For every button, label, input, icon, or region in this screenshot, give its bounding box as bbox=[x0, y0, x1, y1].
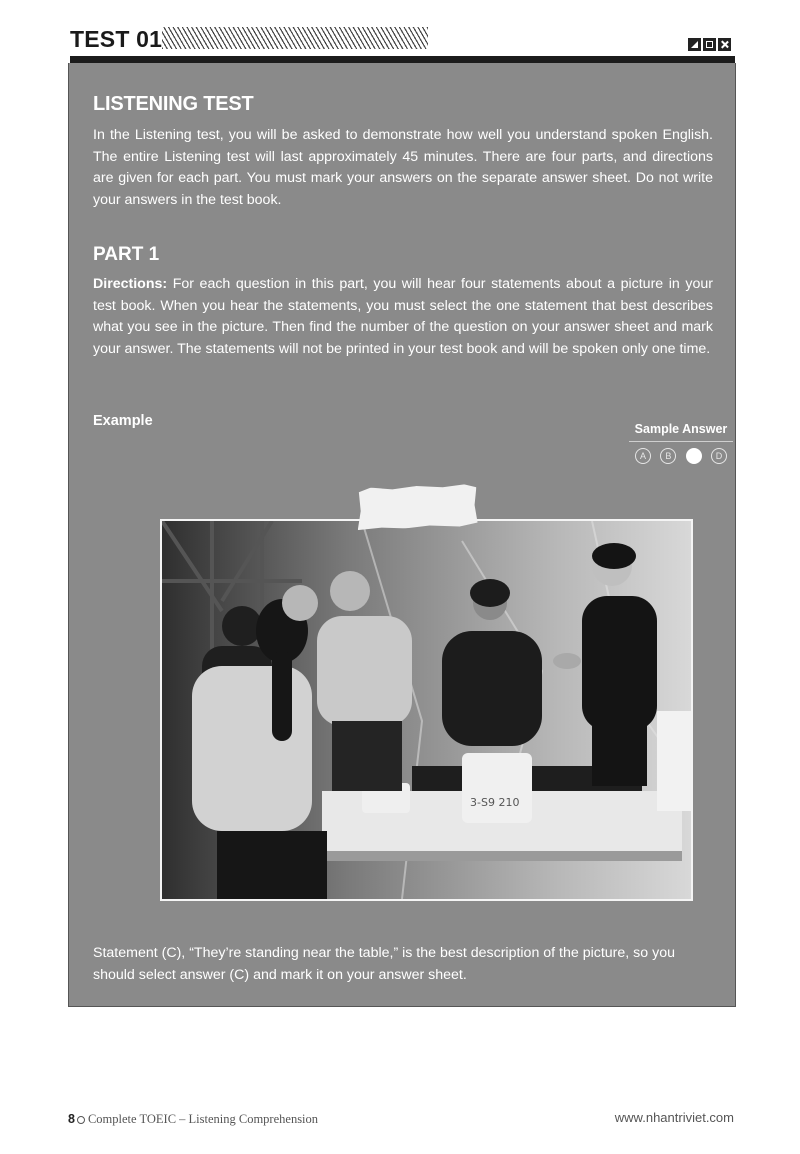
book-title: Complete TOEIC – Listening Comprehension bbox=[87, 1112, 319, 1126]
example-photo bbox=[160, 519, 693, 901]
example-statement: Statement (C), “They’re standing near the table,” is the best description of the picture, so you should select answer (C) and mark it on your answer sheet. bbox=[93, 945, 675, 983]
minimize-icon bbox=[688, 38, 701, 51]
answer-option-c bbox=[686, 448, 702, 464]
window-controls bbox=[688, 38, 731, 51]
directions-label: Directions: bbox=[93, 276, 168, 292]
listening-heading: LISTENING TEST bbox=[93, 93, 254, 115]
listening-intro: In the Listening test, you will be asked to demonstrate how well you understand spoken English. The entire Listening test will last approximately 45 minutes. There are four parts, and directions are given for each part. You must mark your answers on the separate answer sheet. Do not write your answers in the test book. bbox=[93, 127, 713, 208]
bucket-label: 3-S9 210 bbox=[470, 796, 520, 809]
maximize-icon bbox=[703, 38, 716, 51]
sample-answer bbox=[629, 422, 733, 464]
answer-options bbox=[629, 442, 733, 464]
page-number: 8 bbox=[68, 1112, 75, 1126]
footer-left bbox=[68, 1112, 318, 1127]
bullet-icon bbox=[77, 1116, 85, 1124]
example-label: Example bbox=[93, 413, 153, 429]
content-panel bbox=[68, 63, 736, 1007]
close-icon bbox=[718, 38, 731, 51]
test-title: TEST 01 bbox=[70, 26, 163, 52]
sample-answer-title: Sample Answer bbox=[629, 422, 733, 442]
header-rule bbox=[70, 56, 735, 63]
photo-illustration bbox=[162, 521, 691, 899]
answer-option-d: D bbox=[711, 448, 727, 464]
hatch-decoration bbox=[162, 27, 428, 49]
answer-option-b: B bbox=[660, 448, 676, 464]
part-directions bbox=[93, 274, 713, 360]
part-heading: PART 1 bbox=[93, 244, 160, 265]
footer-website: www.nhantriviet.com bbox=[614, 1110, 734, 1125]
tape-decoration bbox=[356, 484, 477, 530]
directions-text: For each question in this part, you will hear four statements about a picture in your test book. When you hear the statements, you must select the one statement that best describes what you see in the picture. Then find the number of the question on your answer sheet and mark your answer. The statements will not be printed in your test book and will be spoken only one time. bbox=[93, 276, 713, 357]
answer-option-a: A bbox=[635, 448, 651, 464]
